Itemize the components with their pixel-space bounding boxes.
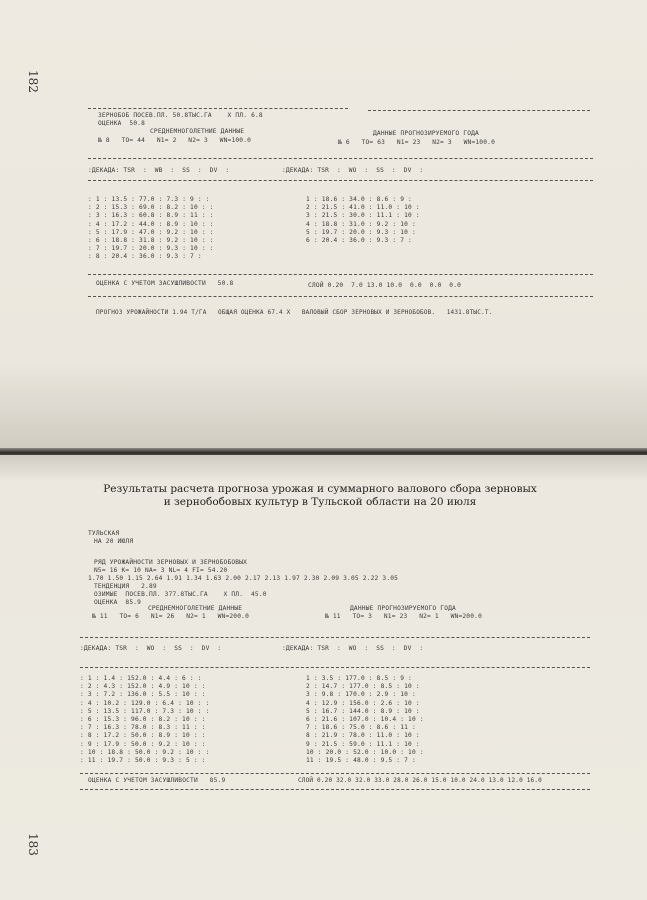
estimate-line: ОЦЕНКА С УЧЕТОМ ЗАСУШЛИВОСТИ 85.9 (88, 777, 226, 784)
table-row: 4 : 18.8 : 31.0 : 9.2 : 10 : (306, 220, 416, 228)
header-line: ЗЕРНОБОБ ПОСЕВ.ПЛ. 50.8ТЫС.ГА Х ПЛ. 6.8 (98, 112, 263, 119)
avg-title: СРЕДНЕМНОГОЛЕТНИЕ ДАННЫЕ (150, 128, 245, 135)
page-number: 182 (26, 70, 40, 93)
divider (88, 158, 593, 159)
table-row: 2 : 21.5 : 41.0 : 11.0 : 10 : (306, 204, 420, 212)
table-row: : 11 : 19.7 : 50.0 : 9.3 : 5 : : (80, 757, 206, 765)
forecast-table (306, 196, 420, 245)
table-row: : 4 : 10.2 : 129.0 : 6.4 : 10 : : (80, 699, 210, 707)
avg-params: № 8 TO= 44 N1= 2 N2= 3 WN=100.0 (98, 137, 252, 144)
table-row: : 5 : 13.5 : 117.0 : 7.3 : 10 : : (80, 707, 210, 715)
divider (88, 296, 593, 297)
table-row: : 3 : 7.2 : 136.0 : 5.5 : 10 : : (80, 691, 206, 699)
table-row: 9 : 21.5 : 59.0 : 11.1 : 10 : (306, 740, 420, 748)
divider (88, 180, 593, 181)
table-row: 8 : 21.9 : 78.0 : 11.0 : 10 : (306, 732, 420, 740)
page-183 (0, 455, 647, 900)
table-header: :ДЕКАДА: TSR : WO : SS : DV : (80, 645, 222, 652)
table-row: 5 : 19.7 : 20.0 : 9.3 : 10 : (306, 228, 416, 236)
date: НА 20 ИЮЛЯ (94, 538, 134, 545)
forecast-params: № 11 TO= 3 N1= 23 N2= 1 WN=200.0 (325, 613, 483, 620)
page-title: и зернобобовых культур в Тульской области на 20 июля (163, 496, 477, 508)
divider (88, 108, 348, 109)
table-row: 5 : 16.7 : 144.0 : 8.9 : 10 : (306, 707, 420, 715)
forecast-params: № 6 TO= 63 N1= 23 N2= 3 WN=100.0 (338, 139, 496, 146)
table-header: :ДЕКАДА: TSR : WO : SS : DV : (282, 167, 424, 174)
estimate-line: ОЦЕНКА 85.9 (94, 599, 142, 606)
table-row: 1 : 3.5 : 177.0 : 8.5 : 9 : (306, 675, 412, 682)
series-line: 1.70 1.50 1.15 2.64 1.91 1.34 1.63 2.00 2.17 2.13 1.97 2.30 2.09 3.05 2.22 3.05 (88, 575, 399, 582)
table-row: : 8 : 20.4 : 36.0 : 9.3 : 7 : (88, 253, 202, 261)
winter-line: ОЗИМЫЕ ПОСЕВ.ПЛ. 377.8ТЫС.ГА Х ПЛ. 45.0 (94, 591, 267, 598)
table-row: : 9 : 17.9 : 50.0 : 9.2 : 10 : : (80, 740, 206, 748)
table-row: 11 : 19.5 : 48.0 : 9.5 : 7 : (306, 757, 416, 765)
table-row: : 2 : 15.3 : 69.0 : 8.2 : 10 : : (88, 204, 214, 212)
table-row: 1 : 18.6 : 34.0 : 8.6 : 9 : (306, 196, 412, 203)
table-row: : 6 : 18.8 : 31.8 : 9.2 : 10 : : (88, 237, 214, 245)
table-row: 3 : 21.5 : 30.0 : 11.1 : 10 : (306, 212, 420, 220)
table-row: : 8 : 17.2 : 50.0 : 8.9 : 10 : : (80, 732, 206, 740)
avg-table (88, 196, 214, 262)
table-row: 6 : 21.6 : 107.0 : 10.4 : 10 : (306, 716, 424, 724)
forecast-table (306, 675, 424, 765)
table-row: : 6 : 15.3 : 96.0 : 8.2 : 10 : : (80, 716, 206, 724)
page-title: Результаты расчета прогноза урожая и суммарного валового сбора зерновых (103, 483, 537, 495)
avg-params: № 11 TO= 6 N1= 26 N2= 1 WN=200.0 (92, 613, 250, 620)
layer-line: СЛОЙ 0.20 32.0 32.0 33.0 28.0 26.0 15.0 10.0 24.0 13.0 12.0 16.0 (298, 777, 542, 784)
forecast-title: ДАННЫЕ ПРОГНОЗИРУЕМОГО ГОДА (373, 130, 479, 137)
header-line: ОЦЕНКА 50.8 (98, 120, 146, 127)
table-row: : 10 : 18.8 : 50.0 : 9.2 : 10 : : (80, 748, 210, 756)
divider (88, 274, 593, 275)
layer-line: СЛОЙ 0.20 7.0 13.0 10.0 0.0 0.0 0.0 (308, 282, 462, 289)
table-row: 3 : 9.8 : 170.0 : 2.9 : 10 : (306, 691, 416, 699)
table-row: : 7 : 16.3 : 78.0 : 8.3 : 11 : : (80, 724, 206, 732)
forecast-title: ДАННЫЕ ПРОГНОЗИРУЕМОГО ГОДА (350, 605, 456, 612)
table-row: 4 : 12.9 : 156.0 : 2.6 : 10 : (306, 699, 420, 707)
divider (368, 110, 590, 111)
table-row: : 3 : 16.3 : 60.8 : 8.9 : 11 : : (88, 212, 214, 220)
forecast-line: ПРОГНОЗ УРОЖАЙНОСТИ 1.94 Т/ГА ОБЩАЯ ОЦЕНКА 67.4 Х ВАЛОВЫЙ СБОР ЗЕРНОВЫХ И ЗЕРНОБОБОВ. 1431.8ТЫС.Т. (96, 309, 493, 316)
divider (80, 637, 590, 638)
table-row: 2 : 14.7 : 177.0 : 8.5 : 10 : (306, 683, 420, 691)
trend-line: ТЕНДЕНЦИЯ 2.89 (94, 583, 157, 590)
divider (80, 667, 590, 668)
table-row: : 1 : 1.4 : 152.0 : 4.4 : 6 : : (80, 675, 202, 682)
table-header: :ДЕКАДА: TSR : WO : SS : DV : (282, 645, 424, 652)
region: ТУЛЬСКАЯ (88, 530, 120, 537)
table-row: : 2 : 4.3 : 152.0 : 4.9 : 10 : : (80, 683, 206, 691)
estimate-line: ОЦЕНКА С УЧЕТОМ ЗАСУШЛИВОСТИ 50.8 (96, 280, 234, 287)
table-row: : 1 : 13.5 : 77.0 : 7.3 : 9 : : (88, 196, 210, 203)
table-row: 7 : 18.6 : 75.0 : 8.6 : 11 : (306, 724, 416, 732)
divider (80, 773, 590, 774)
divider (80, 789, 590, 790)
page-number: 183 (26, 833, 40, 856)
params-line: N5= 16 K= 10 NA= 3 NL= 4 FI= 54.20 (94, 567, 228, 574)
table-row: 6 : 20.4 : 36.0 : 9.3 : 7 : (306, 237, 412, 245)
block-title: РЯД УРОЖАЙНОСТИ ЗЕРНОВЫХ И ЗЕРНОБОБОВЫХ (94, 559, 248, 566)
avg-table (80, 675, 210, 765)
table-header: :ДЕКАДА: TSR : WB : SS : DV : (88, 167, 230, 174)
avg-title: СРЕДНЕМНОГОЛЕТНИЕ ДАННЫЕ (148, 605, 243, 612)
table-row: : 4 : 17.2 : 44.0 : 8.9 : 10 : : (88, 220, 214, 228)
table-row: : 7 : 19.7 : 20.0 : 9.3 : 10 : : (88, 245, 214, 253)
table-row: : 5 : 17.9 : 47.0 : 9.2 : 10 : : (88, 228, 214, 236)
table-row: 10 : 20.0 : 52.0 : 10.0 : 10 : (306, 748, 424, 756)
